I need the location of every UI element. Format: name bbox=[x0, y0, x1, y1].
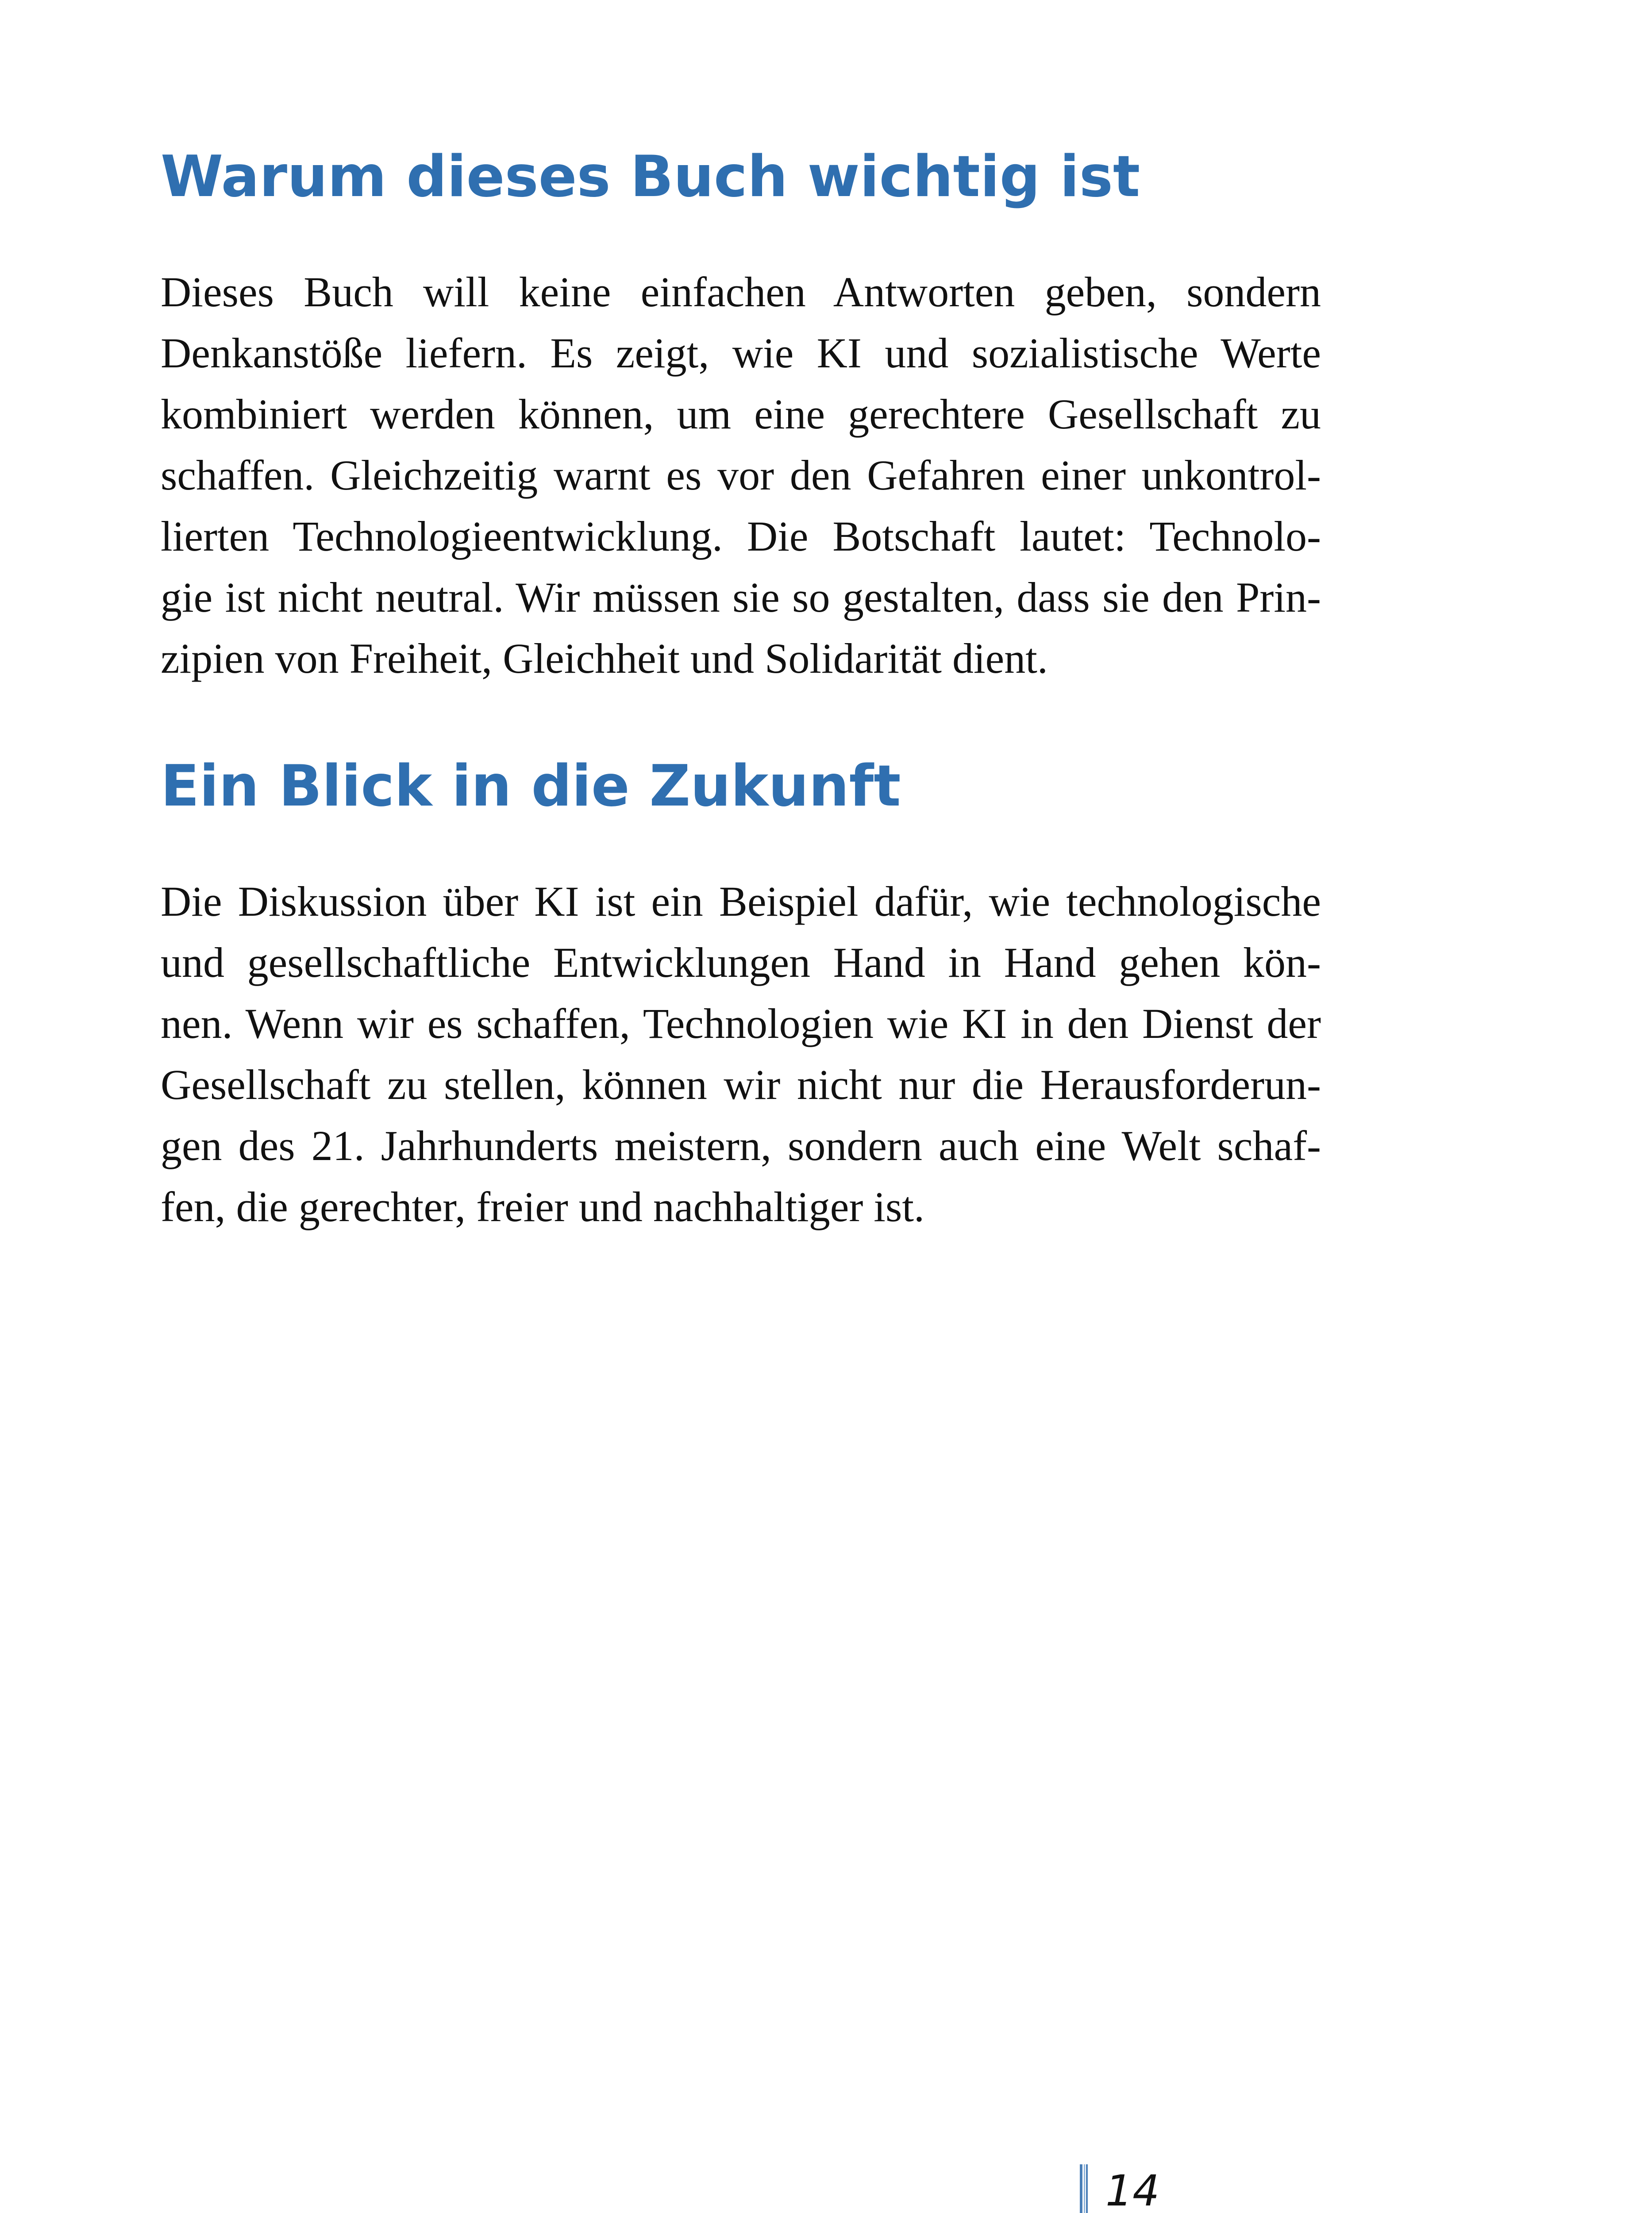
paragraph-line: und gesellschaftliche Entwicklungen Hand in Hand gehen kön- bbox=[161, 938, 1321, 986]
paragraph-line: Die Diskussion über KI ist ein Beispiel dafür, wie technologische bbox=[161, 877, 1321, 925]
paragraph-line: kombiniert werden können, um eine gerechtere Gesellschaft zu bbox=[161, 390, 1321, 438]
paragraph-line: zipien von Freiheit, Gleichheit und Solidarität dient. bbox=[161, 634, 1048, 682]
paragraph-line: nen. Wenn wir es schaffen, Technologien wie KI in den Dienst der bbox=[161, 999, 1321, 1047]
section-paragraph-look-into-future bbox=[161, 871, 1321, 1238]
page-number: 14 bbox=[1105, 2166, 1160, 2213]
page-content bbox=[161, 146, 1321, 1238]
footer-divider bbox=[1080, 2164, 1088, 2213]
paragraph-line: schaffen. Gleichzeitig warnt es vor den Gefahren einer unkontrol- bbox=[161, 451, 1321, 499]
paragraph-line: Denkanstöße liefern. Es zeigt, wie KI und sozialistische Werte bbox=[161, 329, 1321, 377]
paragraph-line: fen, die gerechter, freier und nachhaltiger ist. bbox=[161, 1183, 924, 1230]
paragraph-line: lierten Technologieentwicklung. Die Botschaft lautet: Technolo- bbox=[161, 512, 1321, 560]
page-footer bbox=[1080, 2164, 1213, 2213]
paragraph-line: gen des 21. Jahrhunderts meistern, sondern auch eine Welt schaf- bbox=[161, 1122, 1321, 1169]
paragraph-line: gie ist nicht neutral. Wir müssen sie so gestalten, dass sie den Prin- bbox=[161, 573, 1321, 621]
section-heading-look-into-future: Ein Blick in die Zukunft bbox=[161, 753, 901, 819]
section-heading-why-this-book: Warum dieses Buch wichtig ist bbox=[161, 144, 1140, 210]
paragraph-line: Dieses Buch will keine einfachen Antworten geben, sondern bbox=[161, 268, 1321, 316]
paragraph-line: Gesellschaft zu stellen, können wir nicht nur die Herausforderun- bbox=[161, 1060, 1321, 1108]
section-paragraph-why-this-book bbox=[161, 262, 1321, 689]
